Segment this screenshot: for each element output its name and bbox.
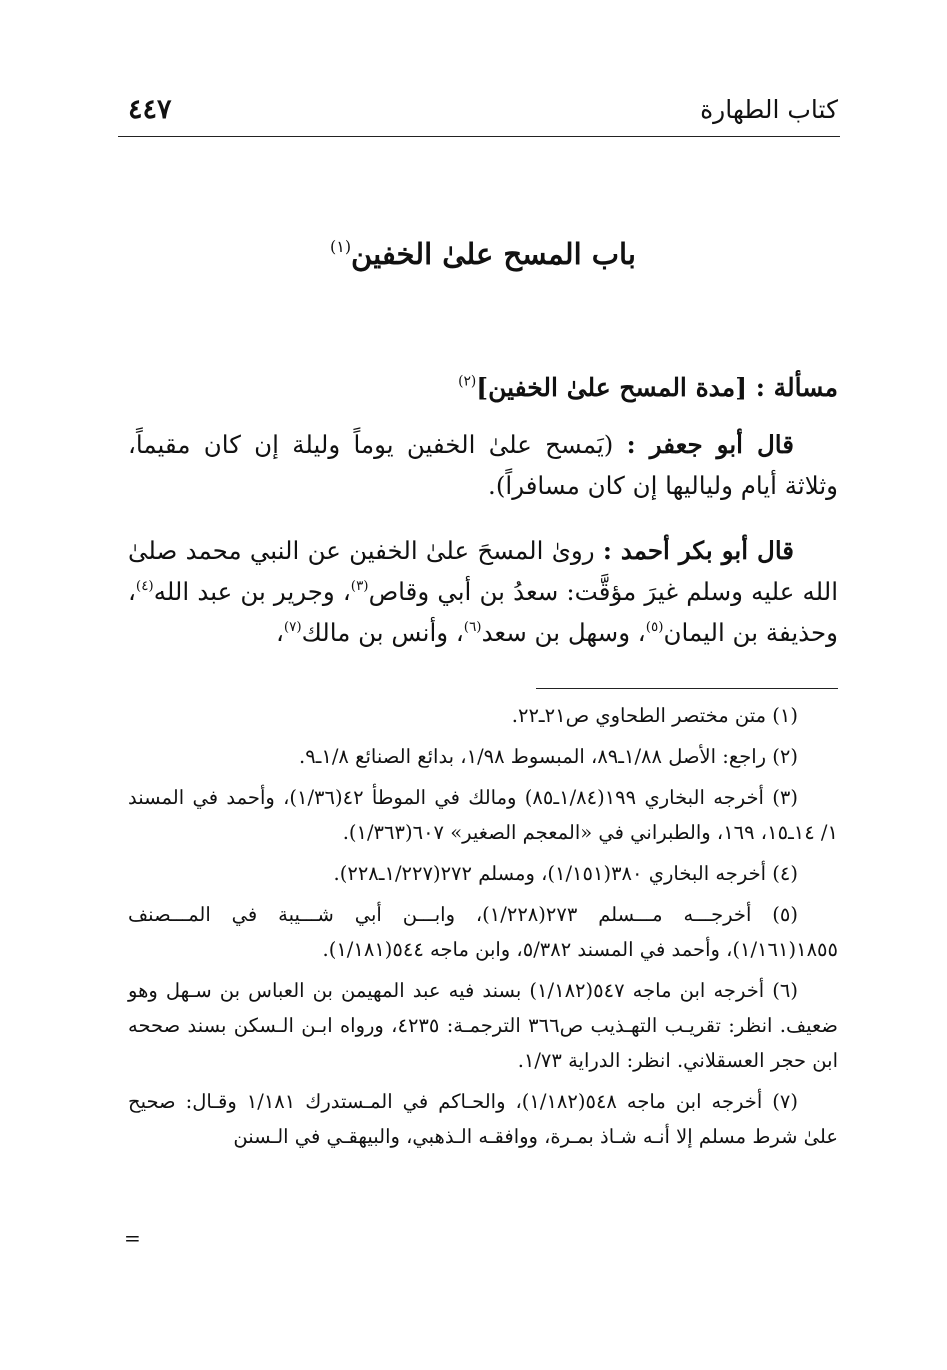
footnote-ref-6: (٦)	[463, 618, 482, 635]
paragraph-text: رویٰ المسحَ علىٰ الخفين عن النبي محمد صلىٰ الله عليه وسلم غيرَ مؤقَّت: سعدُ بن أبي وقاص	[128, 536, 839, 606]
book-title: كتاب الطهارة	[700, 95, 838, 124]
paragraph-text: ، وأنس بن مالك	[301, 618, 464, 647]
continuation-mark: =	[124, 1226, 141, 1250]
footnote-1: (١) متن مختصر الطحاوي ص٢١ـ٢٢.	[511, 704, 798, 727]
chapter-title	[128, 232, 838, 276]
paragraph-text: ، وسهل بن سعد	[481, 618, 646, 647]
speaker-label: قال أبو جعفر :	[626, 430, 794, 459]
footnote-3: (٣) أخرجه البخاري ١٩٩(١/٨٤ـ٨٥) ومالك في الموطأ ٤٢(١/٣٦)، وأحمد في المسند ١/ ١٤ـ١٥، ١٦٩، والطبراني في «المعجم الصغير» ٦٠٧(١/٣٦٣).	[128, 786, 838, 844]
paragraph-abu-jafar	[128, 424, 838, 506]
footnote-6: (٦) أخرجه ابن ماجه ٥٤٧(١/١٨٢) بسند فيه عبد المهيمن بن العباس بن سـهل وهو ضعيف. انظر: تقريـب التهـذيب ص٣٦٦ الترجمـة: ٤٢٣٥، ورواه ابـن الـسكن بسند صححه ابن حجر العسقلاني. انظر: الدراية ١/٧٣.	[128, 979, 838, 1072]
footnote-ref-1: (١)	[330, 237, 352, 257]
footnote-7: (٧) أخرجه ابن ماجه ٥٤٨(١/١٨٢)، والحـاكم في المـستدرك ١/١٨١ وقـال: صحيح علىٰ شرط مسلم إلا أنـه شـاذ بمـرة، ووافقـه الـذهبي، والبيهقـي في الـسنن	[128, 1090, 838, 1148]
chapter-title-text: باب المسح علىٰ الخفين	[351, 237, 636, 271]
page-number: ٤٤٧	[128, 94, 172, 125]
footnote-4: (٤) أخرجه البخاري ٣٨٠(١/١٥١)، ومسلم ٢٧٢(١/٢٢٧ـ٢٢٨).	[333, 862, 798, 885]
paragraph-abu-bakr	[128, 530, 838, 653]
footnote-ref-4: (٤)	[135, 577, 154, 594]
footnotes	[128, 698, 838, 1160]
footnote-ref-2: (٢)	[458, 373, 477, 390]
header-rule	[118, 136, 840, 137]
paragraph-text: (يَمسح علىٰ الخفين يوماً وليلة إن كان مقيماً، وثلاثة أيام ولياليها إن كان مسافراً).	[128, 430, 838, 500]
speaker-label: قال أبو بكر أحمد :	[602, 536, 794, 565]
paragraph-text: ، وجرير بن عبد الله	[153, 577, 351, 606]
footnote-ref-3: (٣)	[350, 577, 369, 594]
running-header	[128, 92, 838, 132]
footnote-ref-5: (٥)	[645, 618, 664, 635]
issue-heading	[128, 366, 838, 410]
paragraph-text: ، وحذيفة بن اليمان	[128, 577, 838, 647]
footnote-ref-7: (٧)	[283, 618, 302, 635]
issue-heading-text: مسألة : [مدة المسح علىٰ الخفين]	[476, 373, 838, 402]
footnote-5: (٥) أخرجـــه مـــسلم ٢٧٣(١/٢٢٨)، وابـــن أبي شـــيبة في المـــصنف ١٨٥٥(١/١٦١)، وأحمد في المسند ٥/٣٨٢، وابن ماجه ٥٤٤(١/١٨١).	[128, 903, 838, 961]
footnote-separator	[536, 688, 838, 689]
paragraph-text: ،	[275, 618, 284, 647]
footnote-2: (٢) راجع: الأصل ١/٨٨ـ٨٩، المبسوط ١/٩٨، بدائع الصنائع ١/٨ـ٩.	[298, 745, 798, 768]
